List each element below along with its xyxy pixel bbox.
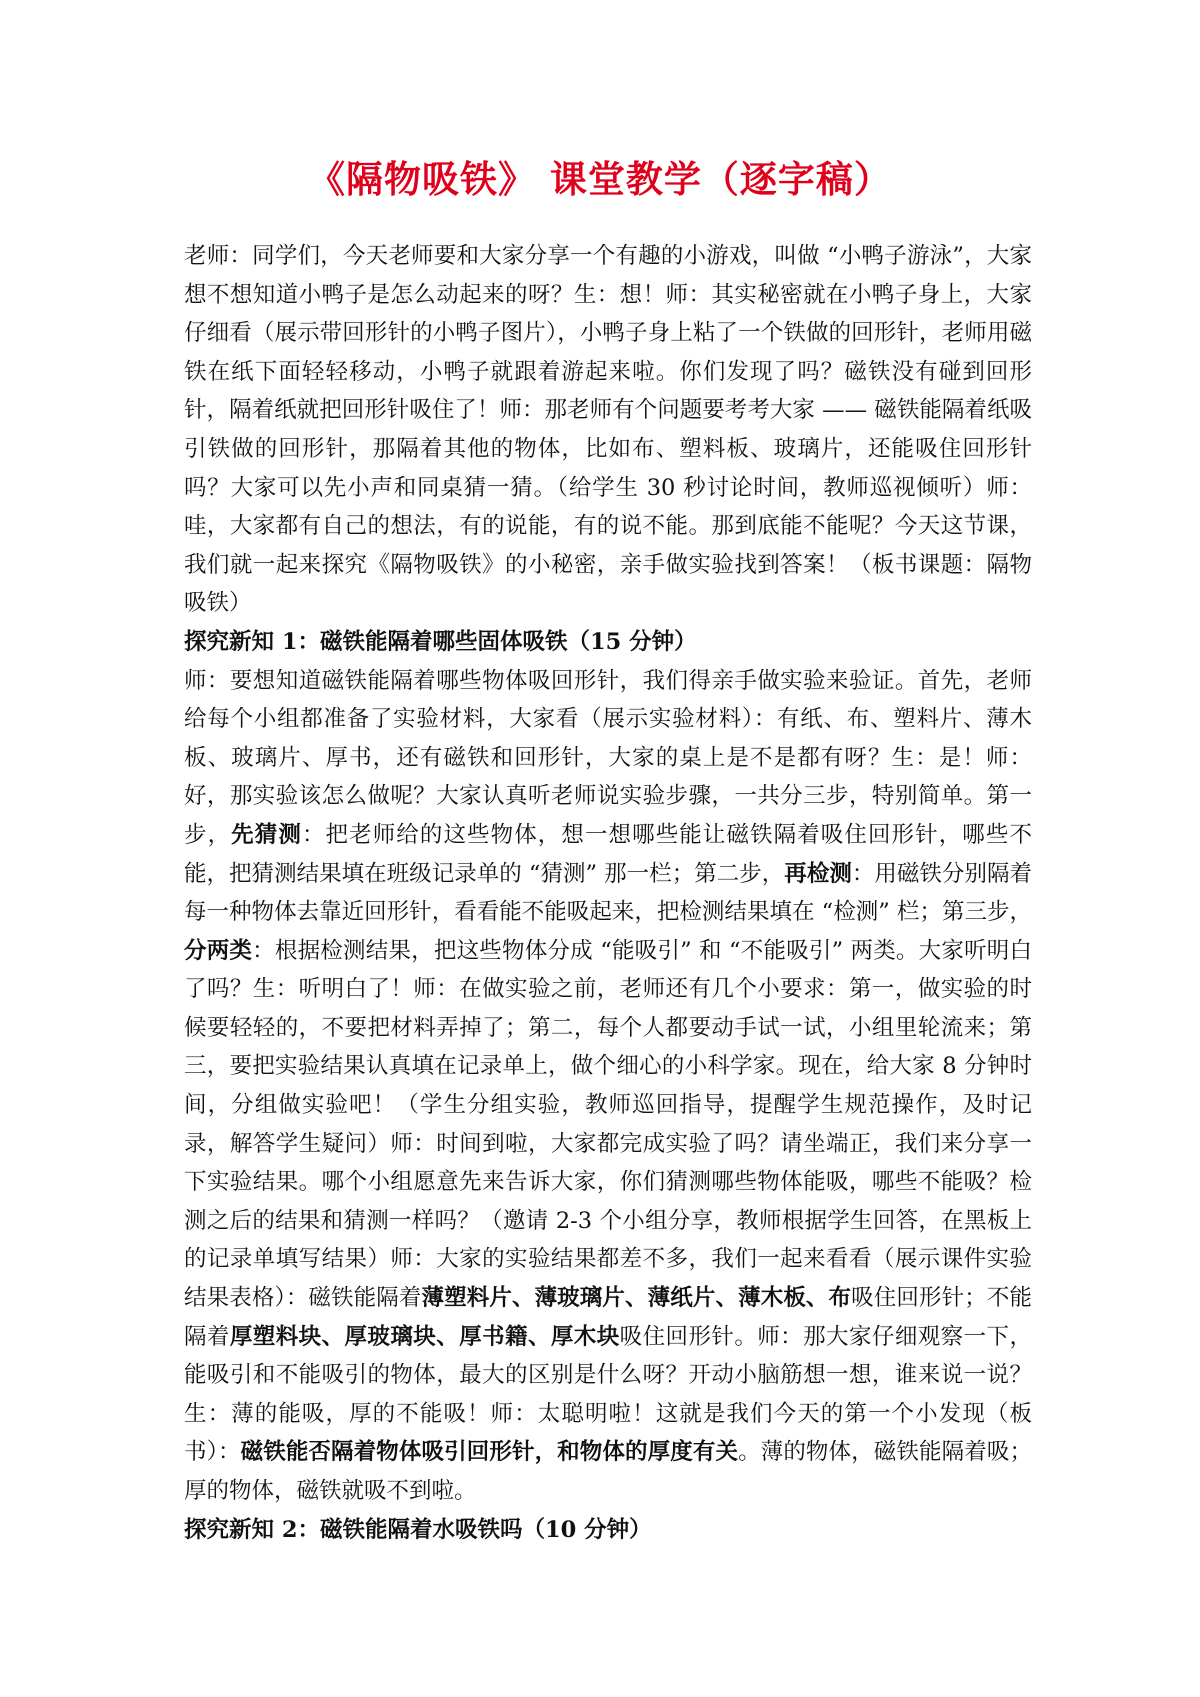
bold-thick-materials: 厚塑料块、厚玻璃块、厚书籍、厚木块 bbox=[229, 1323, 620, 1350]
document-title: 《隔物吸铁》 课堂教学（逐字稿） bbox=[308, 157, 892, 201]
text-run: ：用磁铁分别隔着每一种物体去靠近回形针，看看能不能吸起来，把检测结果填在 “检测” 栏；第三步， bbox=[184, 860, 1032, 926]
text-run: 师：要想知道磁铁能隔着哪些物体吸回形针，我们得亲手做实验来验证。首先，老师给每个小组都准备了实验材料，大家看（展示实验材料）：有纸、布、塑料片、薄木板、玻璃片、厚书，还有磁铁和回形针，大家的桌上是不是都有呀？生：是！师：好，那实验该怎么做呢？大家认真听老师说实验步骤，一共分三步，特别简单。第一步， bbox=[184, 667, 1032, 848]
text-run: ：把老师给的这些物体，想一想哪些能让磁铁隔着吸住回形针，哪些不能，把猜测结果填在班级记录单的 “猜测” 那一栏；第二步， bbox=[184, 821, 1032, 887]
text-run: 。薄的物体，磁铁能隔着吸；厚的物体，磁铁就吸不到啦。 bbox=[184, 1439, 1032, 1504]
section-1-paragraph bbox=[184, 662, 1032, 1511]
text-run: 吸住回形针。师：那大家仔细观察一下，能吸引和不能吸引的物体，最大的区别是什么呀？开动小脑筋想一想，谁来说一说？生：薄的能吸，厚的不能吸！师：太聪明啦！这就是我们今天的第一个小发现（板书）： bbox=[184, 1323, 1032, 1466]
bold-conclusion: 磁铁能否隔着物体吸引回形针，和物体的厚度有关 bbox=[240, 1439, 739, 1466]
text-run: ：根据检测结果，把这些物体分成 “能吸引” 和 “不能吸引” 两类。大家听明白了吗？生：听明白了！师：在做实验之前，老师还有几个小要求：第一，做实验的时候要轻轻的，不要把材料弄掉了；第二，每个人都要动手试一试，小组里轮流来；第三，要把实验结果认真填在记录单上，做个细心的小科学家。现在，给大家 8 分钟时间，分组做实验吧！（学生分组实验，教师巡回指导，提醒学生规范操作，及时记录，解答学生疑问）师：时间到啦，大家都完成实验了吗？请坐端正，我们来分享一下实验结果。哪个小组愿意先来告诉大家，你们猜测哪些物体能吸，哪些不能吸？检测之后的结果和猜测一样吗？（邀请 2-3 个小组分享，教师根据学生回答，在黑板上的记录单填写结果）师：大家的实验结果都差不多，我们一起来看看（展示课件实验结果表格）：磁铁能隔着 bbox=[184, 937, 1032, 1312]
section-heading-1: 探究新知 1：磁铁能隔着哪些固体吸铁（15 分钟） bbox=[184, 628, 697, 655]
document-body bbox=[184, 237, 1032, 1549]
bold-step-test: 再检测 bbox=[784, 860, 852, 887]
bold-step-guess: 先猜测 bbox=[231, 821, 302, 848]
intro-paragraph: 老师：同学们，今天老师要和大家分享一个有趣的小游戏，叫做 “小鸭子游泳”，大家想不想知道小鸭子是怎么动起来的呀？生：想！师：其实秘密就在小鸭子身上，大家仔细看（展示带回形针的小鸭子图片），小鸭子身上粘了一个铁做的回形针，老师用磁铁在纸下面轻轻移动，小鸭子就跟着游起来啦。你们发现了吗？磁铁没有碰到回形针，隔着纸就把回形针吸住了！师：那老师有个问题要考考大家 —— 磁铁能隔着纸吸引铁做的回形针，那隔着其他的物体，比如布、塑料板、玻璃片，还能吸住回形针吗？大家可以先小声和同桌猜一猜。（给学生 30 秒讨论时间，教师巡视倾听）师：哇，大家都有自己的想法，有的说能，有的说不能。那到底能不能呢？今天这节课，我们就一起来探究《隔物吸铁》的小秘密，亲手做实验找到答案！（板书课题：隔物吸铁） bbox=[184, 243, 1032, 617]
section-heading-2: 探究新知 2：磁铁能隔着水吸铁吗（10 分钟） bbox=[184, 1516, 652, 1543]
text-run: 吸住回形针；不能隔着 bbox=[184, 1285, 1032, 1350]
bold-step-classify: 分两类 bbox=[184, 937, 253, 964]
bold-thin-materials: 薄塑料片、薄玻璃片、薄纸片、薄木板、布 bbox=[421, 1285, 852, 1312]
